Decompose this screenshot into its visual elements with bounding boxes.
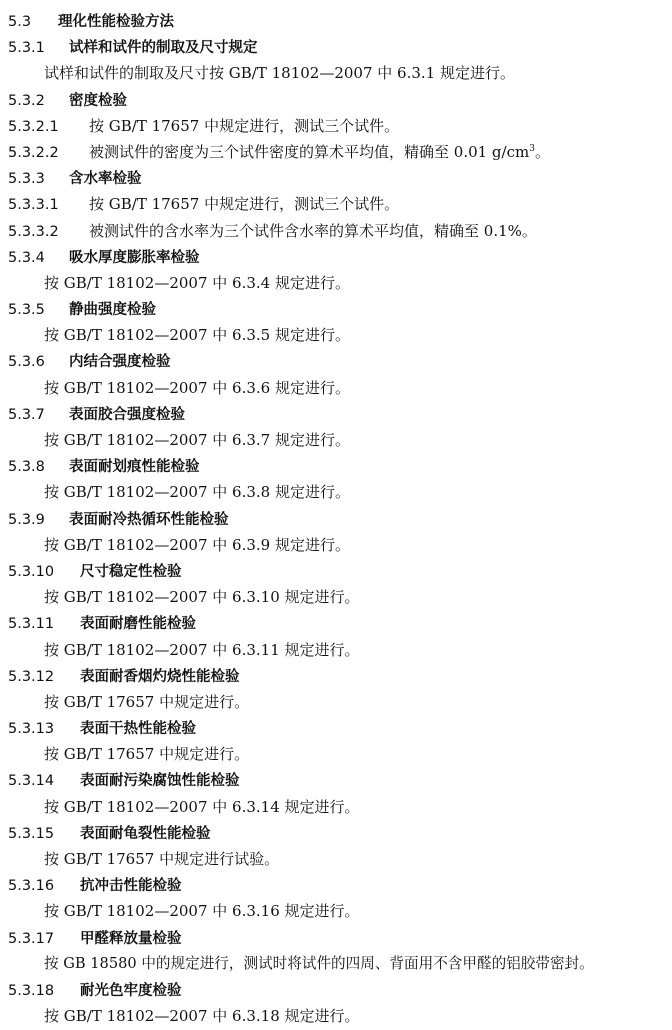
section-title: 表面耐污染腐蚀性能检验 <box>80 773 240 790</box>
section-title: 表面耐冷热循环性能检验 <box>69 511 229 528</box>
clause-text: 按 GB/T 17657 中规定进行，测试三个试件。 <box>89 116 400 135</box>
section-number: 5.3.15 <box>8 825 55 842</box>
section-text: 试样和试件的制取及尺寸按 GB/T 18102—2007 中 6.3.1 规定进行。 <box>44 64 515 83</box>
section-number: 5.3.5 <box>8 302 45 319</box>
subsection-heading <box>8 34 672 60</box>
section-title: 耐光色牢度检验 <box>80 982 182 999</box>
section-title: 甲醛释放量检验 <box>80 930 182 947</box>
section-title: 表面耐磨性能检验 <box>80 616 196 633</box>
subsection-heading <box>8 453 672 479</box>
clause-text: 按 GB/T 17657 中规定进行，测试三个试件。 <box>89 195 400 214</box>
subsection-heading <box>8 165 672 191</box>
subsection-heading <box>8 820 672 846</box>
section-number: 5.3.12 <box>8 668 55 685</box>
section-title: 抗冲击性能检验 <box>80 878 182 895</box>
section-number: 5.3.11 <box>8 616 55 633</box>
section-text: 按 GB/T 18102—2007 中 6.3.5 规定进行。 <box>44 326 350 345</box>
section-text: 按 GB/T 18102—2007 中 6.3.10 规定进行。 <box>44 588 360 607</box>
section-title: 表面胶合强度检验 <box>69 406 185 423</box>
section-text: 按 GB/T 18102—2007 中 6.3.4 规定进行。 <box>44 273 350 292</box>
clause-number: 5.3.3.2 <box>8 223 59 240</box>
clause-item <box>8 218 672 244</box>
clause-item <box>8 191 672 217</box>
subsection-heading <box>8 348 672 374</box>
section-text: 按 GB 18580 中的规定进行，测试时将试件的四周、背面用不含甲醛的铝胶带密封。 <box>44 954 594 972</box>
clause-number: 5.3.2.2 <box>8 144 59 161</box>
section-number: 5.3.16 <box>8 878 55 895</box>
clause-item <box>8 139 672 165</box>
section-title: 含水率检验 <box>69 171 142 188</box>
section-title: 理化性能检验方法 <box>58 14 174 30</box>
subsection-heading <box>8 506 672 532</box>
section-text: 按 GB/T 17657 中规定进行。 <box>44 692 250 711</box>
section-text: 按 GB/T 18102—2007 中 6.3.8 规定进行。 <box>44 483 350 502</box>
clause-tail: 。 <box>534 142 550 161</box>
clause-text: 被测试件的含水率为三个试件含水率的算术平均值，精确至 0.1%。 <box>89 221 537 240</box>
section-text: 按 GB/T 18102—2007 中 6.3.11 规定进行。 <box>44 640 360 659</box>
section-number: 5.3.18 <box>8 982 55 999</box>
subsection-heading <box>8 401 672 427</box>
section-title: 试样和试件的制取及尺寸规定 <box>69 40 258 57</box>
section-text: 按 GB/T 18102—2007 中 6.3.16 规定进行。 <box>44 902 360 921</box>
section-text: 按 GB/T 18102—2007 中 6.3.14 规定进行。 <box>44 797 360 816</box>
section-number: 5.3.10 <box>8 563 55 580</box>
section-number: 5.3.4 <box>8 249 45 266</box>
section-title: 表面干热性能检验 <box>80 721 196 738</box>
section-number: 5.3.1 <box>8 40 45 57</box>
subsection-heading <box>8 977 672 1003</box>
section-text: 按 GB/T 17657 中规定进行。 <box>44 745 250 764</box>
clause-text: 被测试件的密度为三个试件密度的算术平均值，精确至 0.01 g/cm <box>89 142 530 161</box>
subsection-heading <box>8 663 672 689</box>
clause-number: 5.3.2.1 <box>8 118 59 135</box>
section-number: 5.3.9 <box>8 511 45 528</box>
subsection-heading <box>8 767 672 793</box>
section-title: 表面耐香烟灼烧性能检验 <box>80 668 240 685</box>
section-number: 5.3.7 <box>8 406 45 423</box>
subsection-heading <box>8 244 672 270</box>
section-text: 按 GB/T 18102—2007 中 6.3.6 规定进行。 <box>44 378 350 397</box>
subsection-heading <box>8 872 672 898</box>
subsection-heading <box>8 610 672 636</box>
section-number: 5.3.14 <box>8 773 55 790</box>
subsection-heading <box>8 925 672 951</box>
section-title: 密度检验 <box>69 92 127 109</box>
clause-number: 5.3.3.1 <box>8 197 59 214</box>
subsection-heading <box>8 296 672 322</box>
section-title: 静曲强度检验 <box>69 302 156 319</box>
section-title: 表面耐龟裂性能检验 <box>80 825 211 842</box>
clause-item <box>8 113 672 139</box>
section-number: 5.3.17 <box>8 930 55 947</box>
subsection-heading <box>8 558 672 584</box>
section-number: 5.3.8 <box>8 459 45 476</box>
section-number: 5.3 <box>8 14 32 30</box>
section-text: 按 GB/T 18102—2007 中 6.3.7 规定进行。 <box>44 431 350 449</box>
section-text: 按 GB/T 17657 中规定进行试验。 <box>44 850 280 868</box>
section-title: 内结合强度检验 <box>69 354 171 371</box>
section-text: 按 GB/T 18102—2007 中 6.3.9 规定进行。 <box>44 535 350 554</box>
subsection-heading <box>8 715 672 741</box>
section-number: 5.3.6 <box>8 354 45 371</box>
unit-superscript: 3 <box>529 143 535 154</box>
section-number: 5.3.13 <box>8 721 55 738</box>
section-heading <box>8 8 672 34</box>
subsection-heading <box>8 87 672 113</box>
section-title: 表面耐划痕性能检验 <box>69 459 200 476</box>
section-title: 吸水厚度膨胀率检验 <box>69 249 200 266</box>
section-number: 5.3.3 <box>8 171 45 188</box>
section-number: 5.3.2 <box>8 92 45 109</box>
section-title: 尺寸稳定性检验 <box>80 563 182 580</box>
section-text: 按 GB/T 18102—2007 中 6.3.18 规定进行。 <box>44 1007 360 1026</box>
